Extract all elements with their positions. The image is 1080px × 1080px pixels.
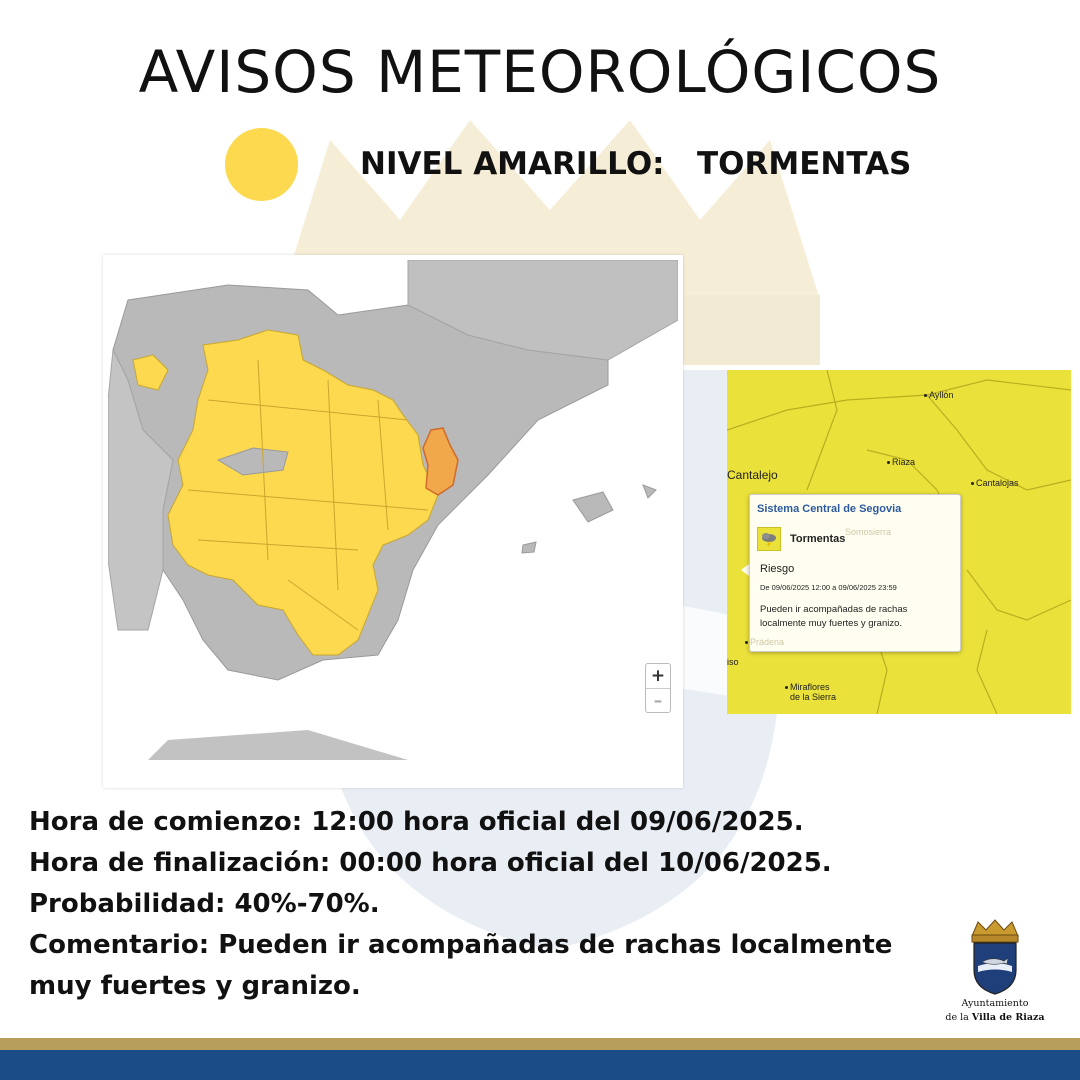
town-dot — [745, 641, 748, 644]
level-label: NIVEL AMARILLO: — [360, 146, 665, 182]
town-aylon-label: Ayllón — [929, 390, 954, 400]
comment-line-1: Comentario: Pueden ir acompañadas de rachas localmente — [29, 930, 893, 960]
municipal-logo — [940, 918, 1050, 1028]
aemet-logo-icon: ≋ — [588, 726, 601, 742]
town-dot — [971, 482, 974, 485]
yellow-level-indicator — [225, 128, 298, 201]
aemet-logo — [588, 723, 665, 743]
aemet-logo-text: aemet — [602, 723, 666, 743]
detail-warning-map[interactable] — [727, 370, 1071, 714]
town-riaza-label: Riaza — [892, 457, 916, 467]
town-somosierra — [845, 527, 891, 537]
spain-warning-map[interactable] — [103, 255, 683, 788]
warning-details — [29, 802, 909, 1007]
popup-zone-title: Sistema Central de Segovia — [757, 503, 902, 515]
town-left-cut — [727, 657, 739, 667]
town-pradena — [745, 637, 784, 647]
end-time: Hora de finalización: 00:00 hora oficial del 10/06/2025. — [29, 848, 832, 878]
town-pradena-label: Prádena — [750, 637, 785, 647]
probability: Probabilidad: 40%-70%. — [29, 889, 380, 919]
town-cantalojas-label: Cantalojas — [976, 478, 1019, 488]
town-left-cut-label: iso — [727, 657, 739, 667]
town-miraflores — [785, 682, 836, 702]
town-cantalejo-label: Cantalejo — [727, 468, 778, 482]
town-dot — [887, 461, 890, 464]
popup-risk-label: Riesgo — [760, 563, 795, 575]
footer-band-blue — [0, 1050, 1080, 1080]
warning-level-heading — [360, 146, 911, 182]
logo-caption-line2 — [930, 1012, 1060, 1023]
footer-band-gold — [0, 1038, 1080, 1050]
town-somosierra-label: Somosierra — [845, 527, 892, 537]
town-dot — [924, 394, 927, 397]
popup-pointer — [741, 564, 749, 576]
popup-date-range: De 09/06/2025 12:00 a 09/06/2025 23:59 — [760, 583, 897, 592]
zoom-out-button[interactable]: – — [653, 691, 663, 711]
map-zoom-control — [645, 663, 671, 713]
town-miraflores-label-2: de la Sierra — [790, 692, 837, 702]
town-dot — [785, 686, 788, 689]
comment-line-2: muy fuertes y granizo. — [29, 971, 361, 1001]
riaza-coat-of-arms-icon — [940, 918, 1050, 996]
logo-caption-line1: Ayuntamiento — [961, 998, 1029, 1009]
popup-phenomenon: Tormentas — [790, 533, 846, 545]
town-cantalojas — [971, 478, 1019, 488]
map-canvas[interactable] — [108, 260, 678, 760]
town-miraflores-label-1: Miraflores — [790, 682, 830, 692]
town-riaza — [887, 457, 915, 467]
logo-caption-prefix: de la — [945, 1012, 972, 1023]
warning-popup[interactable] — [749, 494, 961, 652]
zoom-in-button[interactable]: + — [646, 664, 670, 689]
logo-caption-bold: Villa de Riaza — [971, 1012, 1045, 1023]
start-time: Hora de comienzo: 12:00 hora oficial del 09/06/2025. — [29, 807, 804, 837]
storm-cloud-icon — [757, 527, 781, 551]
page-title: AVISOS METEOROLÓGICOS — [138, 38, 942, 106]
town-aylon — [924, 390, 953, 400]
phenomenon-label: TORMENTAS — [696, 146, 912, 182]
popup-comment: Pueden ir acompañadas de rachas localmente muy fuertes y granizo. — [760, 604, 908, 629]
town-cantalejo — [727, 468, 778, 482]
storm-cloud-glyph — [758, 528, 780, 550]
